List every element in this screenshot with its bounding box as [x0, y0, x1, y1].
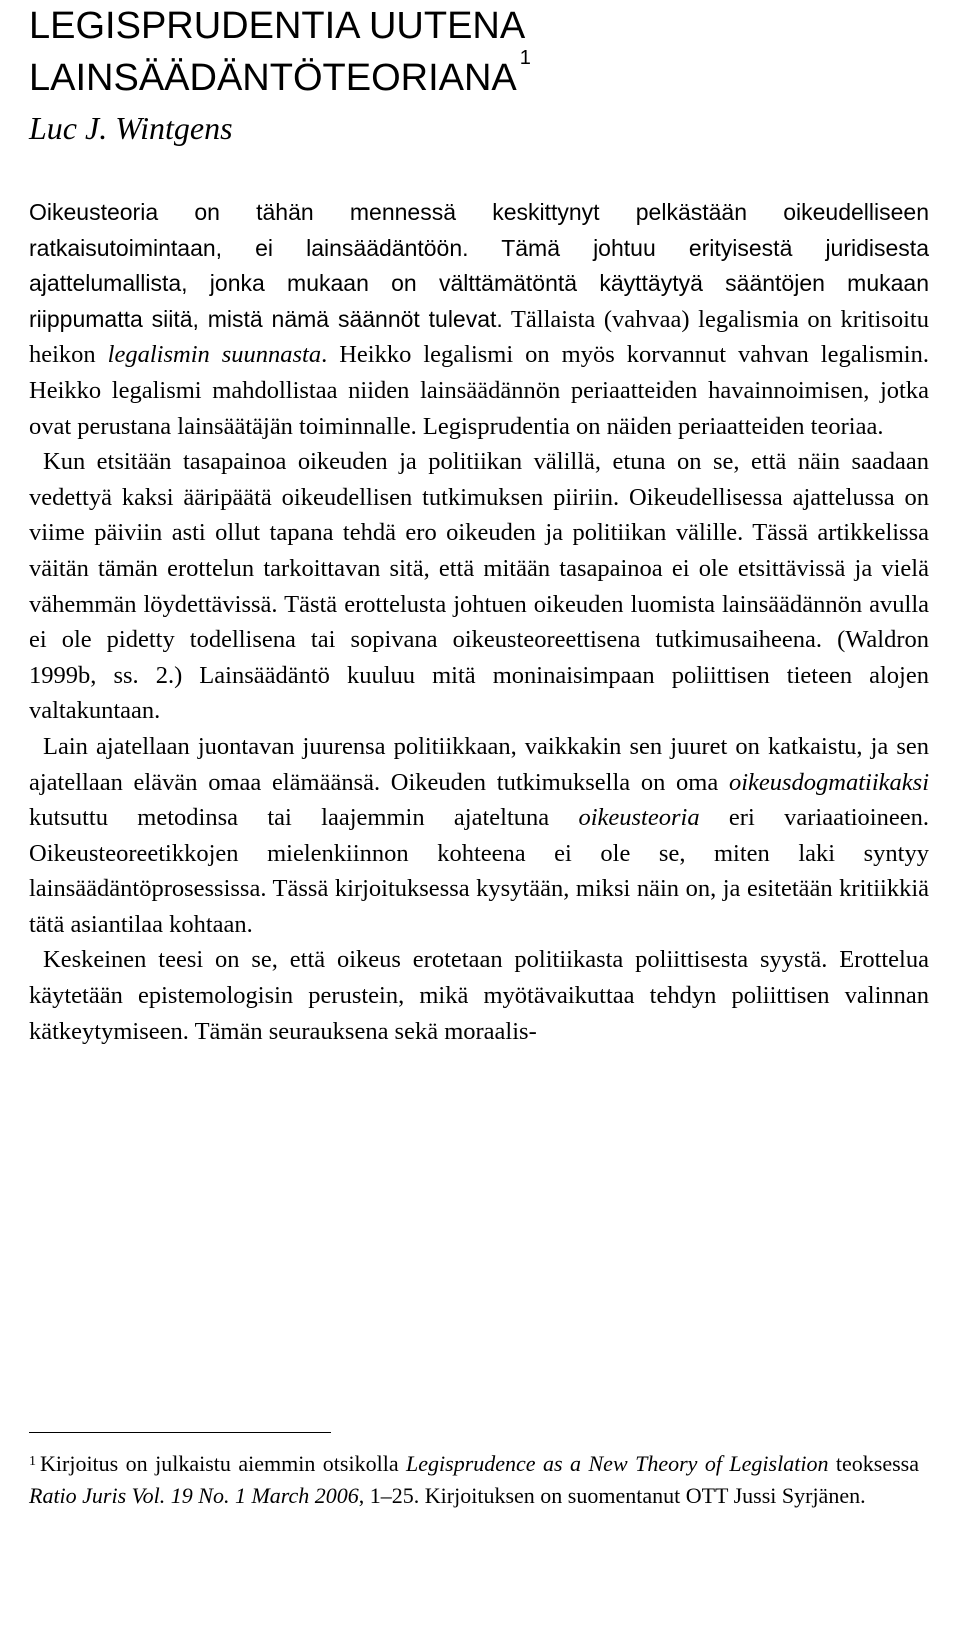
footnote-marker: 1	[29, 1454, 36, 1469]
paragraph-1-italic: legalismin suunnasta	[107, 341, 322, 369]
paragraph-1-part-b: Tällaista (vahvaa) legalismia on kritisoitu heikon	[29, 305, 929, 369]
paragraph-3	[29, 729, 929, 943]
author-name: Luc J. Wintgens	[29, 110, 233, 146]
footnote-italic-2: Ratio Juris Vol. 19 No. 1 March 2006	[29, 1483, 359, 1508]
footnote-text-c: , 1–25. Kirjoituksen on suomentanut OTT Jussi Syrjänen.	[358, 1483, 866, 1508]
footnote-text-a: Kirjoitus on julkaistu aiemmin otsikolla	[40, 1451, 407, 1476]
footnote	[29, 1448, 919, 1512]
paragraph-3-part-c: eri variaatioineen. Oikeusteoreetikkojen mielenkiinnon kohteena ei ole se, miten laki syntyy lainsäädäntöprosessissa. Tässä kirjoituksessa kysytään, miksi näin on, ja esitetään kritiikkiä tätä asiantilaa kohtaan.	[29, 804, 929, 938]
footnote-italic-1: Legisprudence as a New Theory of Legislation	[406, 1451, 829, 1476]
paragraph-1-part-c: . Heikko legalismi on myös korvannut vahvan legalismin. Heikko legalismi mahdollistaa niiden lainsäädännön periaatteiden havainnoimisen, jotka ovat perustana lainsäätäjän toiminnalle. Legisprudentia on näiden periaatteiden teoriaa.	[29, 341, 929, 440]
paragraph-3-italic-1: oikeusdogmatiikaksi	[728, 768, 929, 796]
title-line-2	[29, 47, 929, 104]
paragraph-3-part-b: kutsuttu metodinsa tai laajemmin ajateltuna	[29, 804, 579, 832]
paragraph-4: Keskeinen teesi on se, että oikeus erotetaan politiikasta poliittisesta syystä. Erottelua käytetään epistemologisin perustein, mikä myötävaikuttaa tehdyn poliittisen valinnan kätkeytymiseen. Tämän seurauksena sekä moraalis-	[29, 946, 929, 1045]
paragraph-1	[29, 195, 929, 444]
title-footnote-marker[interactable]: 1	[519, 47, 531, 69]
footnote-text-b: teoksessa	[828, 1451, 920, 1476]
paragraph-2: Kun etsitään tasapainoa oikeuden ja politiikan välillä, etuna on se, että näin saadaan vedettyä kaksi ääripäätä oikeudellisen tutkimuksen piiriin. Oikeudellisessa ajattelussa on viime päiviin asti ollut tapana tehdä ero oikeuden ja politiikan välille. Tässä artikkelissa väitän tämän erottelun tarkoittavan sitä, että mitään tasapainoa ei ole etsittävissä ja vielä vähemmän löydettävissä. Tästä erottelusta johtuen oikeuden luomista lainsäädännön avulla ei ole pidetty todellisena tai sopivana oikeusteoreettisena tutkimusaiheena. (Waldron 1999b, ss. 2.) Lainsäädäntö kuuluu mitä moninaisimpaan poliittisen tieteen alojen valtakuntaan.	[29, 448, 929, 725]
footnote-divider	[29, 1432, 331, 1433]
paragraph-1-part-a: Oikeusteoria on tähän mennessä keskittynyt pelkästään oikeudelliseen ratkaisutoimintaan, ei lainsäädäntöön. Tämä johtuu erityisestä juridisesta ajattelumallista, jonka mukaan on välttämätöntä käyttäytyä sääntöjen mukaan riippumatta siitä, mistä nämä säännöt tulevat.	[29, 199, 929, 332]
paragraph-3-italic-2: oikeusteoria	[578, 804, 700, 832]
article-title	[29, 0, 929, 104]
paragraph-3-part-a: Lain ajatellaan juontavan juurensa politiikkaan, vaikkakin sen juuret on katkaistu, ja sen ajatellaan elävän omaa elämäänsä. Oikeuden tutkimuksella on oma	[29, 732, 929, 796]
document-page	[29, 0, 929, 1508]
title-line-2-text: LAINSÄÄDÄNTÖTEORIANA	[29, 57, 517, 99]
title-line-1: LEGISPRUDENTIA UUTENA	[29, 5, 526, 47]
